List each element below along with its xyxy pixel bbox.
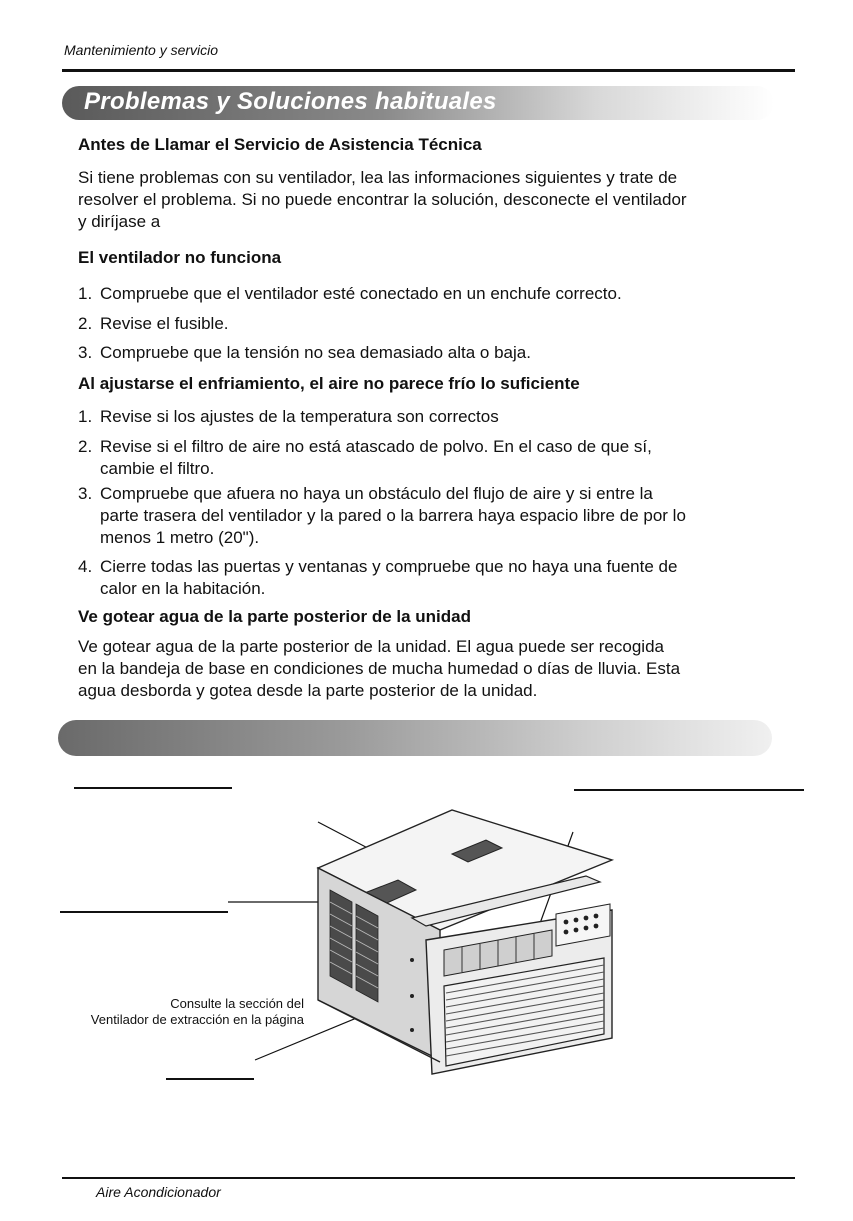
intro-line: Si tiene problemas con su ventilador, lea las informaciones siguientes y trate de [78, 168, 678, 187]
list-text: Revise si los ajustes de la temperatura son correctos [100, 407, 499, 426]
list-text: cambie el filtro. [100, 459, 215, 478]
running-footer: Aire Acondicionador [96, 1184, 221, 1200]
list-text: Compruebe que el ventilador esté conectado en un enchufe correcto. [100, 284, 622, 303]
list-number: 3. [78, 343, 93, 362]
list-number: 2. [78, 314, 93, 333]
side-louver [330, 890, 352, 988]
list-item [78, 342, 531, 364]
intro-heading: Antes de Llamar el Servicio de Asistencia Técnica [78, 135, 482, 154]
paragraph-line: en la bandeja de base en condiciones de mucha humedad o días de lluvia. Esta [78, 659, 681, 678]
list-item [78, 406, 499, 428]
page-title: Problemas y Soluciones habituales [84, 88, 497, 115]
diagram-banner [58, 720, 772, 756]
list-number: 3. [78, 484, 93, 503]
section2-heading: Al ajustarse el enfriamiento, el aire no parece frío lo suficiente [78, 374, 580, 393]
intro-paragraph [78, 167, 818, 233]
list-item [78, 436, 652, 480]
list-number: 4. [78, 557, 93, 576]
list-text: Revise si el filtro de aire no está atascado de polvo. En el caso de que sí, [100, 437, 652, 456]
section1-heading: El ventilador no funciona [78, 248, 282, 267]
list-text: parte trasera del ventilador y la pared o la barrera haya espacio libre de por lo [100, 506, 686, 525]
list-item [78, 483, 686, 549]
list-text: menos 1 metro (20"). [100, 528, 260, 547]
intro-line: y diríjase a [78, 212, 161, 231]
list-text: calor en la habitación. [100, 579, 266, 598]
paragraph-line: agua desborda y gotea desde la parte posterior de la unidad. [78, 681, 538, 700]
running-header: Mantenimiento y servicio [64, 42, 219, 58]
list-text: Compruebe que la tensión no sea demasiado alta o baja. [100, 343, 531, 362]
list-text: Cierre todas las puertas y ventanas y compruebe que no haya una fuente de [100, 557, 678, 576]
callout-line: Consulte la sección del [170, 996, 304, 1011]
paragraph-line: Ve gotear agua de la parte posterior de la unidad. El agua puede ser recogida [78, 637, 664, 656]
list-number: 1. [78, 407, 93, 426]
list-item [78, 313, 229, 335]
section3-heading: Ve gotear agua de la parte posterior de la unidad [78, 607, 471, 626]
footer-rule [62, 1177, 795, 1179]
air-conditioner-illustration [0, 790, 853, 1090]
list-number: 2. [78, 437, 93, 456]
list-text: Revise el fusible. [100, 314, 229, 333]
section3-paragraph [78, 636, 818, 702]
intro-line: resolver el problema. Si no puede encontrar la solución, desconecte el ventilador [78, 190, 687, 209]
callout-line: Ventilador de extracción en la página [90, 1012, 304, 1027]
list-item [78, 283, 622, 305]
list-item [78, 556, 677, 600]
header-rule [62, 69, 795, 72]
side-louver [356, 904, 378, 1002]
label-line-top-left [74, 787, 232, 789]
list-text: Compruebe que afuera no haya un obstáculo del flujo de aire y si entre la [100, 484, 653, 503]
list-number: 1. [78, 284, 93, 303]
